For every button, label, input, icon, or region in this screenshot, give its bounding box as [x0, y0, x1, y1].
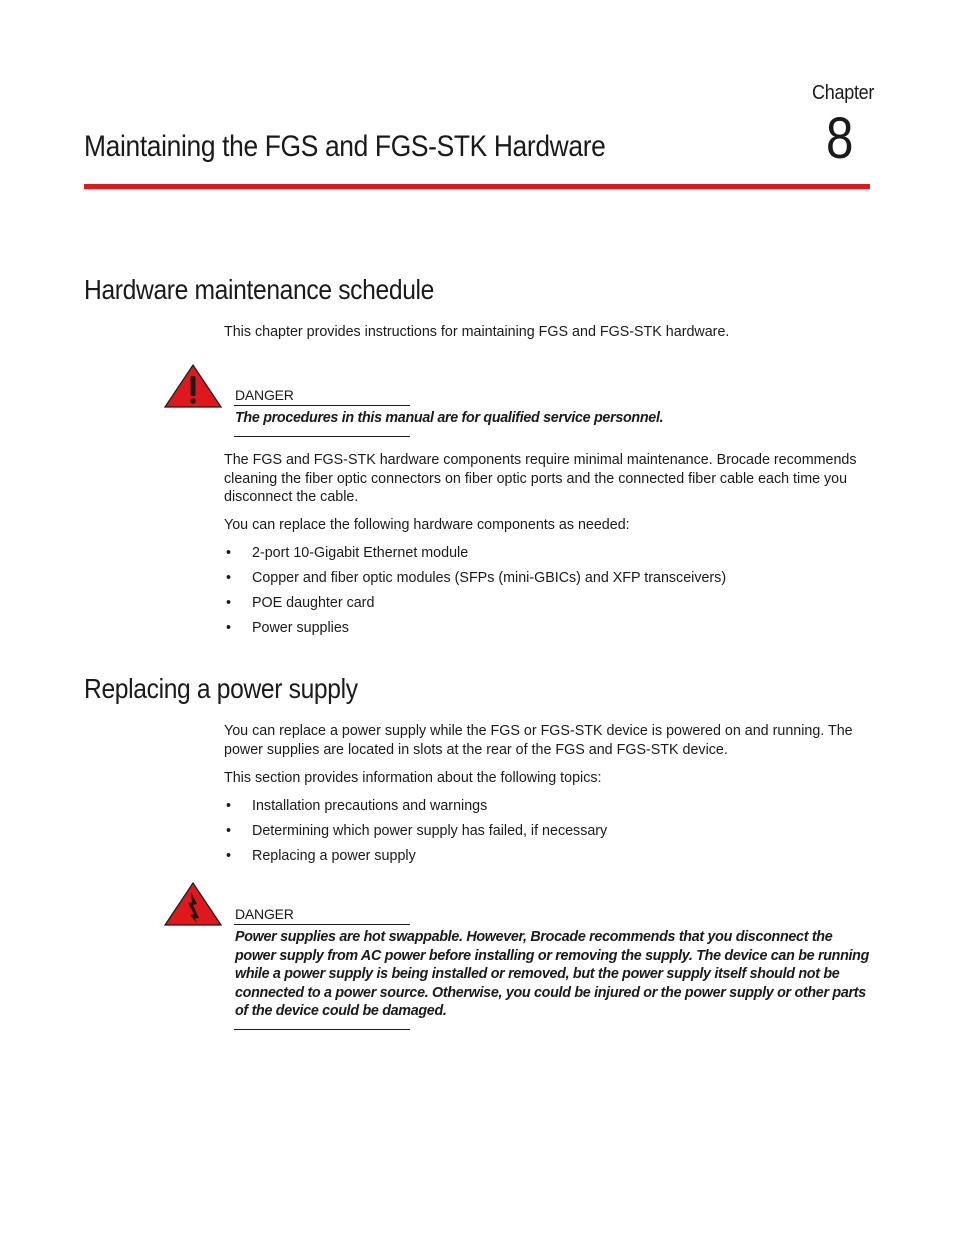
hardware-components-list — [224, 544, 726, 644]
exclamation-warning-icon — [164, 364, 222, 408]
section2-list-intro: This section provides information about the following topics: — [224, 770, 602, 786]
danger-top-rule — [234, 405, 410, 406]
list-item-text: Copper and fiber optic modules (SFPs (mini-GBICs) and XFP transceivers) — [252, 570, 727, 586]
danger-text: Power supplies are hot swappable. However, Brocade recommends that you disconnect the power supply from AC power before installing or removing the supply. The device can be running while a power supply is being installed or removed, but the power supply itself should not be connected to a power source. Otherwise, you could be injured or the power supply or other parts of the device could be damaged. — [235, 929, 870, 1020]
list-item: • Power supplies — [226, 620, 349, 636]
danger-bottom-rule — [234, 436, 410, 437]
section-heading-replacing-power-supply: Replacing a power supply — [84, 673, 358, 704]
chapter-title: Maintaining the FGS and FGS-STK Hardware — [84, 130, 606, 163]
list-item-text: Determining which power supply has failed, if necessary — [252, 823, 608, 839]
list-item: • Replacing a power supply — [226, 848, 416, 864]
list-item-text: Power supplies — [252, 620, 349, 636]
danger-label: DANGER — [235, 387, 294, 403]
list-item: • Installation precautions and warnings — [226, 798, 488, 814]
section2-paragraph: You can replace a power supply while the FGS or FGS-STK device is powered on and running. The power supplies are located in slots at the rear of the FGS and FGS-STK device. — [224, 723, 853, 758]
electrical-hazard-icon — [164, 882, 222, 926]
section1-paragraph: The FGS and FGS-STK hardware components require minimal maintenance. Brocade recommends cleaning the fiber optic connectors on fiber optic ports and the connected fiber cable each time you disconnect the cable. — [224, 452, 857, 506]
chapter-number: 8 — [826, 106, 854, 171]
list-item: • POE daughter card — [226, 595, 375, 611]
list-item-text: Replacing a power supply — [252, 848, 416, 864]
list-item-text: POE daughter card — [252, 595, 375, 611]
list-item: • 2-port 10-Gigabit Ethernet module — [226, 545, 469, 561]
danger-top-rule — [234, 924, 410, 925]
list-item: • Copper and fiber optic modules (SFPs (mini-GBICs) and XFP transceivers) — [226, 570, 727, 586]
list-item-text: 2-port 10-Gigabit Ethernet module — [252, 545, 469, 561]
danger-text: The procedures in this manual are for qualified service personnel. — [235, 410, 664, 426]
chapter-label: Chapter — [812, 82, 875, 104]
section1-intro: This chapter provides instructions for maintaining FGS and FGS-STK hardware. — [224, 324, 730, 340]
list-item: • Determining which power supply has failed, if necessary — [226, 823, 608, 839]
list-item-text: Installation precautions and warnings — [252, 798, 488, 814]
chapter-title-rule — [84, 184, 870, 189]
topics-list — [224, 797, 607, 872]
section1-list-intro: You can replace the following hardware components as needed: — [224, 517, 630, 533]
danger-label: DANGER — [235, 906, 294, 922]
section-heading-hardware-maintenance: Hardware maintenance schedule — [84, 274, 435, 305]
danger-bottom-rule — [234, 1029, 410, 1030]
